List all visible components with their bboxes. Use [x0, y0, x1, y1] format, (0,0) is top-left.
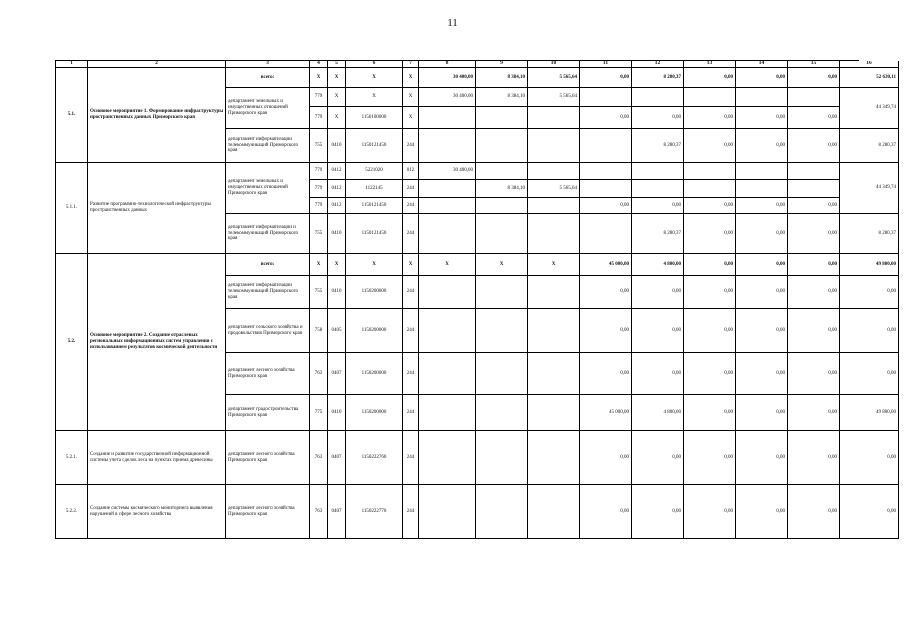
cell: 0,00	[632, 107, 684, 129]
cell: X	[346, 68, 403, 88]
cell: 45 000,00	[580, 395, 632, 431]
cell: 0,00	[736, 254, 788, 276]
row-name: Основное мероприятие 2. Создание отраслевых региональных информационных систем управления с использованием результатов космической деятельности	[88, 254, 226, 431]
cell: 0,00	[580, 353, 632, 395]
cell	[736, 88, 788, 107]
cell	[476, 431, 528, 485]
cell	[580, 214, 632, 254]
cell: 755	[310, 214, 328, 254]
cell: 5 565,64	[528, 88, 580, 107]
cell: 0,00	[788, 431, 840, 485]
header-cell: 10	[528, 61, 580, 68]
cell: 779	[310, 163, 328, 180]
cell	[476, 485, 528, 539]
cell: 0,00	[632, 276, 684, 309]
cell: 8 280,37	[632, 129, 684, 163]
cell: X	[403, 254, 419, 276]
cell: 49 800,00	[840, 254, 899, 276]
cell: 0,00	[632, 353, 684, 395]
cell	[736, 163, 788, 180]
row-name: Создание и развитие государственной информационной системы учета сделок леса на пунктах приема древесины	[88, 431, 226, 485]
cell: 0,00	[788, 485, 840, 539]
dept-name: департамент лесного хозяйства Приморского края	[226, 485, 310, 539]
cell: 0,00	[632, 485, 684, 539]
cell	[580, 129, 632, 163]
cell	[528, 214, 580, 254]
cell	[528, 395, 580, 431]
cell	[684, 163, 736, 180]
cell: 49 800,00	[840, 395, 899, 431]
header-cell: 14	[736, 61, 788, 68]
cell	[788, 163, 840, 180]
cell	[632, 163, 684, 180]
dept-name: департамент земельных и имущественных отношений Приморского края	[226, 163, 310, 214]
cell	[419, 395, 476, 431]
cell: 0,00	[632, 198, 684, 214]
cell: 0,00	[736, 395, 788, 431]
cell: 0,00	[580, 485, 632, 539]
cell: 0,00	[684, 395, 736, 431]
total-label: всего:	[226, 254, 310, 276]
cell: 244	[403, 180, 419, 198]
cell: 0,00	[788, 276, 840, 309]
cell	[419, 276, 476, 309]
page-number: 11	[447, 17, 458, 29]
cell: 0,00	[736, 107, 788, 129]
cell: X	[528, 254, 580, 276]
cell: 0,00	[580, 68, 632, 88]
cell: 0,00	[684, 353, 736, 395]
header-cell: 1	[56, 61, 88, 68]
cell	[580, 88, 632, 107]
cell	[476, 395, 528, 431]
header-cell: 4	[310, 61, 328, 68]
cell	[528, 198, 580, 214]
header-cell: 7	[403, 61, 419, 68]
dept-name: департамент градостроительства Приморского края	[226, 395, 310, 431]
cell: X	[403, 88, 419, 107]
cell: 0,00	[684, 254, 736, 276]
cell	[528, 276, 580, 309]
header-cell: 8	[419, 61, 476, 68]
cell: 755	[310, 129, 328, 163]
cell: 0,00	[684, 485, 736, 539]
cell	[419, 180, 476, 198]
dept-name: департамент лесного хозяйства Приморского края	[226, 353, 310, 395]
cell: 0,00	[684, 129, 736, 163]
cell	[476, 214, 528, 254]
cell	[580, 180, 632, 198]
cell: X	[328, 68, 346, 88]
budget-table	[55, 60, 896, 539]
cell: 0,00	[580, 107, 632, 129]
cell	[476, 353, 528, 395]
cell: 0,00	[632, 431, 684, 485]
cell: 244	[403, 276, 419, 309]
cell: 763	[310, 485, 328, 539]
cell: 0410	[328, 129, 346, 163]
cell: 8 384,10	[476, 88, 528, 107]
dept-name: департамент лесного хозяйства Приморского края	[226, 431, 310, 485]
cell: 45 000,00	[580, 254, 632, 276]
cell: 779	[310, 180, 328, 198]
cell	[419, 129, 476, 163]
cell: 1150121450	[346, 214, 403, 254]
cell: 8 280,37	[632, 214, 684, 254]
cell: 0,00	[736, 214, 788, 254]
cell	[632, 88, 684, 107]
cell	[419, 431, 476, 485]
cell: X	[346, 254, 403, 276]
cell	[528, 107, 580, 129]
cell: 763	[310, 353, 328, 395]
cell: 0,00	[684, 309, 736, 353]
dept-name: департамент информатизации и телекоммуникаций Приморского края	[226, 214, 310, 254]
row-code: 5.1.1.	[56, 163, 88, 254]
cell: 8 384,10	[476, 180, 528, 198]
cell: 0,00	[736, 198, 788, 214]
cell	[788, 180, 840, 198]
cell: 244	[403, 485, 419, 539]
cell: 8 280,37	[632, 68, 684, 88]
cell: 1150200000	[346, 395, 403, 431]
cell: 0,00	[788, 107, 840, 129]
row-code: 5.1.	[56, 68, 88, 163]
cell: 0,00	[736, 485, 788, 539]
cell: 8 384,10	[476, 68, 528, 88]
cell: X	[310, 254, 328, 276]
cell	[684, 88, 736, 107]
dept-name: департамент информатизации телекоммуникаций Приморского края	[226, 129, 310, 163]
cell	[476, 276, 528, 309]
cell: 0407	[328, 485, 346, 539]
cell: X	[403, 68, 419, 88]
cell: X	[419, 254, 476, 276]
cell: 0,00	[580, 198, 632, 214]
cell: 244	[403, 129, 419, 163]
cell	[419, 309, 476, 353]
cell	[736, 180, 788, 198]
cell: X	[346, 88, 403, 107]
cell: 5221020	[346, 163, 403, 180]
row-code: 5.2.1.	[56, 431, 88, 485]
cell: 0,00	[736, 431, 788, 485]
row-name: Основное мероприятие 1. Формирование инфраструктуры пространственных данных Приморского края	[88, 68, 226, 163]
cell	[419, 198, 476, 214]
cell	[419, 214, 476, 254]
cell: 012	[403, 163, 419, 180]
cell	[632, 180, 684, 198]
cell: 0,00	[788, 254, 840, 276]
dept-name: департамент сельского хозяйства и продовольствия Приморского края	[226, 309, 310, 353]
header-cell: 13	[684, 61, 736, 68]
header-cell: 5	[328, 61, 346, 68]
cell	[476, 129, 528, 163]
cell: 8 280,37	[840, 214, 899, 254]
cell: 0,00	[736, 276, 788, 309]
cell: 244	[403, 431, 419, 485]
cell: 0,00	[684, 431, 736, 485]
cell	[528, 163, 580, 180]
cell: 1150200000	[346, 309, 403, 353]
cell: 0,00	[684, 276, 736, 309]
cell: 0,00	[684, 214, 736, 254]
cell: 0,00	[788, 353, 840, 395]
header-cell: 6	[346, 61, 403, 68]
cell	[419, 107, 476, 129]
cell	[528, 129, 580, 163]
cell: 0,00	[840, 276, 899, 309]
cell: 0,00	[788, 214, 840, 254]
cell: 244	[403, 214, 419, 254]
cell: 30 400,00	[419, 88, 476, 107]
cell: 4 800,00	[632, 254, 684, 276]
header-cell: 16	[840, 61, 899, 68]
cell: 8 280,37	[840, 129, 899, 163]
total-label: всего:	[226, 68, 310, 88]
cell: 0405	[328, 309, 346, 353]
cell: 1150121450	[346, 198, 403, 214]
header-cell: 11	[580, 61, 632, 68]
cell	[528, 431, 580, 485]
cell: 0407	[328, 353, 346, 395]
cell: 1122145	[346, 180, 403, 198]
header-cell: 2	[88, 61, 226, 68]
header-cell: 9	[476, 61, 528, 68]
header-cell: 15	[788, 61, 840, 68]
cell: 0412	[328, 198, 346, 214]
row-code: 5.2.	[56, 254, 88, 431]
cell	[476, 163, 528, 180]
cell: 244	[403, 395, 419, 431]
cell: 0,00	[684, 68, 736, 88]
cell: 0,00	[580, 276, 632, 309]
cell: 779	[310, 198, 328, 214]
cell: 0,00	[736, 309, 788, 353]
cell: 0,00	[632, 309, 684, 353]
cell: 0,00	[736, 353, 788, 395]
dept-name: департамент земельных и имущественных отношений Приморского края	[226, 88, 310, 129]
cell: 0,00	[840, 485, 899, 539]
cell	[476, 107, 528, 129]
cell: 0,00	[840, 431, 899, 485]
header-cell: 3	[226, 61, 310, 68]
cell	[528, 485, 580, 539]
cell: 0,00	[684, 107, 736, 129]
cell: 1150100000	[346, 107, 403, 129]
cell	[788, 88, 840, 107]
cell: 0,00	[580, 309, 632, 353]
row-code: 5.2.2.	[56, 485, 88, 539]
cell: X	[328, 107, 346, 129]
cell: 0410	[328, 276, 346, 309]
cell: 0410	[328, 395, 346, 431]
cell: 779	[310, 88, 328, 107]
cell: 244	[403, 198, 419, 214]
cell: 0407	[328, 431, 346, 485]
cell	[476, 309, 528, 353]
cell: 30 400,00	[419, 68, 476, 88]
cell: 4 800,00	[632, 395, 684, 431]
cell	[419, 353, 476, 395]
cell: 244	[403, 309, 419, 353]
cell: 5 565,64	[528, 180, 580, 198]
cell: 0,00	[684, 198, 736, 214]
cell: 779	[310, 107, 328, 129]
cell: 244	[403, 353, 419, 395]
cell: 0,00	[788, 395, 840, 431]
cell: 0412	[328, 180, 346, 198]
cell: X	[403, 107, 419, 129]
cell: 44 349,74	[840, 163, 899, 214]
cell	[684, 180, 736, 198]
cell: 1150222760	[346, 431, 403, 485]
cell: 0,00	[736, 129, 788, 163]
cell: 44 349,74	[840, 88, 899, 129]
cell: X	[476, 254, 528, 276]
cell: X	[328, 88, 346, 107]
cell: 0,00	[840, 353, 899, 395]
cell: 5 565,64	[528, 68, 580, 88]
cell: 1150200000	[346, 276, 403, 309]
cell	[580, 163, 632, 180]
cell: 755	[310, 276, 328, 309]
cell: 30 400,00	[419, 163, 476, 180]
cell: 0,00	[788, 198, 840, 214]
cell: 0,00	[736, 68, 788, 88]
cell: 0,00	[580, 431, 632, 485]
cell: 0412	[328, 163, 346, 180]
cell: 0,00	[788, 68, 840, 88]
header-cell: 12	[632, 61, 684, 68]
cell: 0410	[328, 214, 346, 254]
cell: 1150121450	[346, 129, 403, 163]
cell	[528, 309, 580, 353]
cell	[528, 353, 580, 395]
row-name: Создание системы космического мониторинга выявления нарушений в сфере лесного хозяйства	[88, 485, 226, 539]
cell: 1150222770	[346, 485, 403, 539]
cell: 0,00	[788, 309, 840, 353]
cell: 758	[310, 309, 328, 353]
cell: 775	[310, 395, 328, 431]
cell	[419, 485, 476, 539]
cell: X	[328, 254, 346, 276]
cell: 0,00	[840, 309, 899, 353]
cell: 0,00	[788, 129, 840, 163]
dept-name: департамент информатизации телекоммуникаций Приморского края	[226, 276, 310, 309]
cell: X	[310, 68, 328, 88]
cell	[476, 198, 528, 214]
cell: 52 630,11	[840, 68, 899, 88]
cell: 763	[310, 431, 328, 485]
cell: 1150200000	[346, 353, 403, 395]
row-name: Развитие программно-технологической инфраструктуры пространственных данных	[88, 163, 226, 254]
